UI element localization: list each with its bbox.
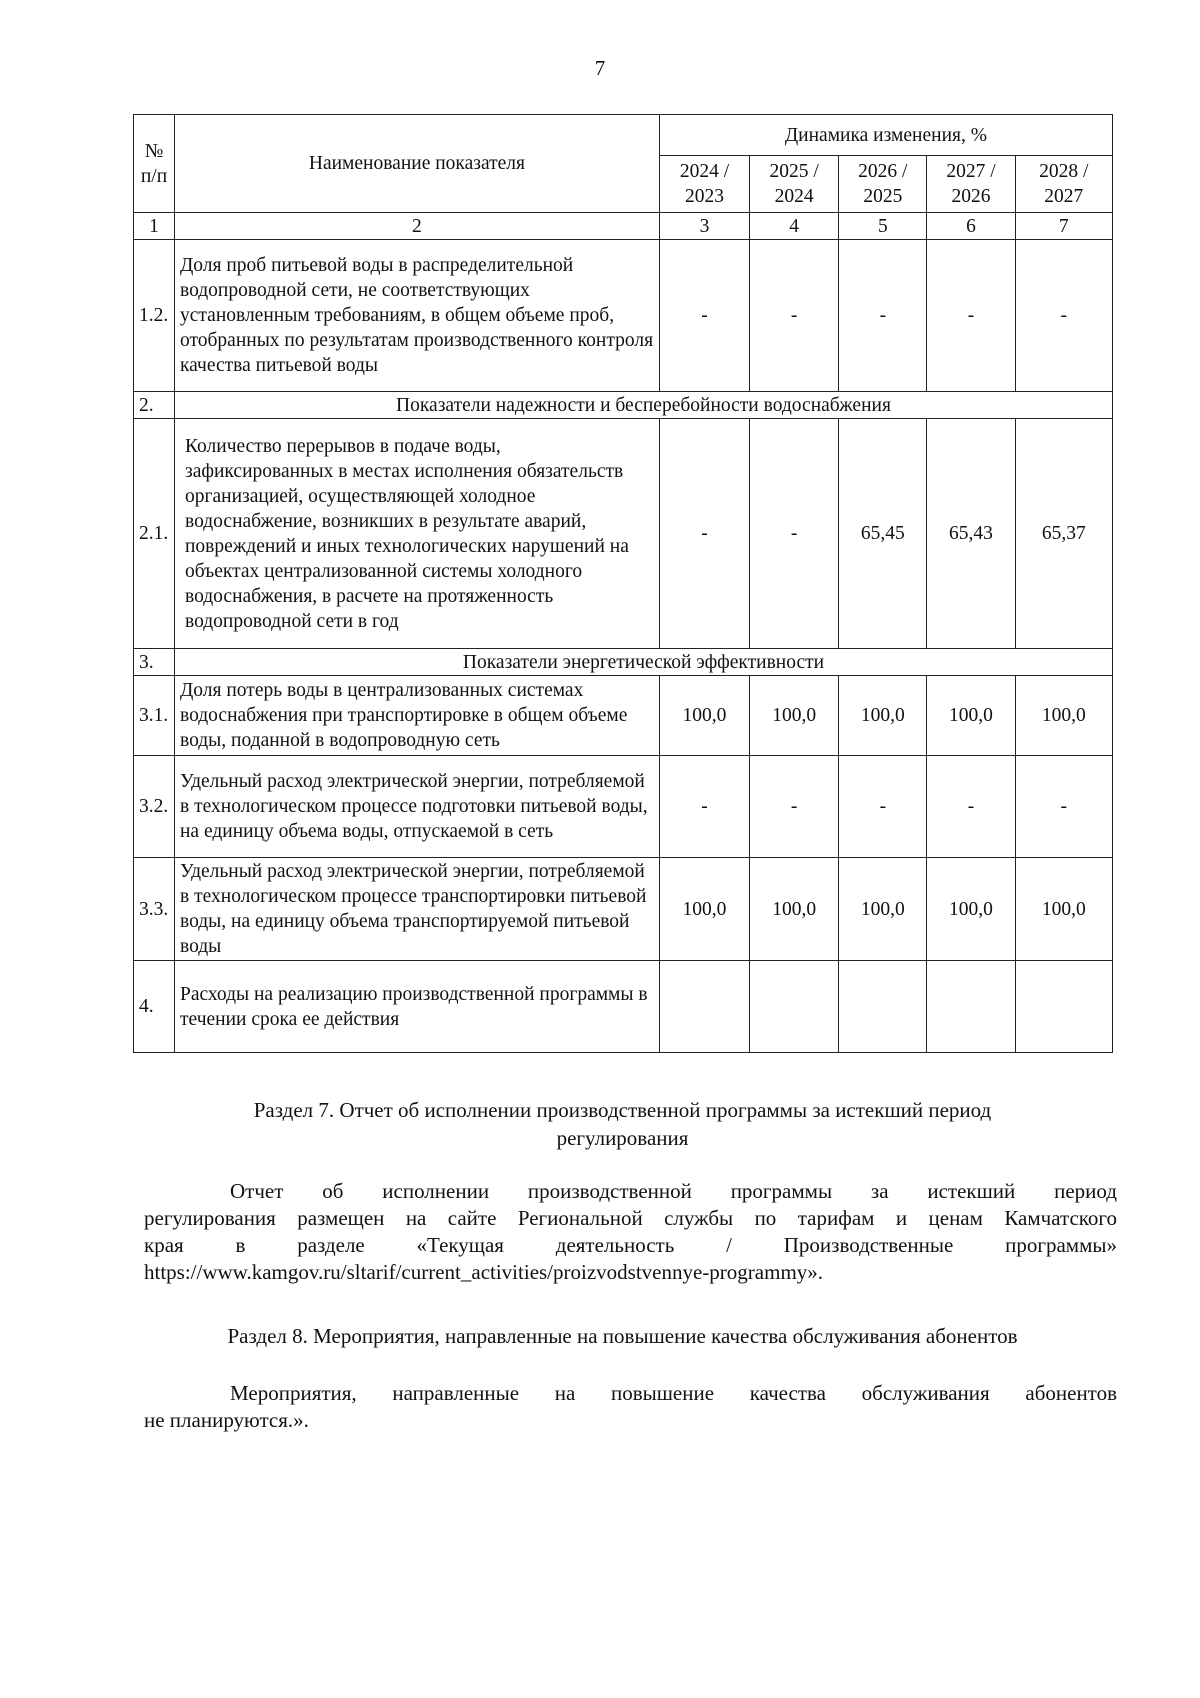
indicator-value: 100,0	[1015, 858, 1112, 961]
indicator-value	[839, 961, 927, 1053]
header-num: № п/п	[134, 115, 175, 213]
indicator-value: 100,0	[927, 858, 1015, 961]
section7-paragraph	[144, 1178, 1117, 1286]
row-number: 1.2.	[134, 240, 175, 392]
indicator-value: 100,0	[750, 858, 839, 961]
header-year: 2028 / 2027	[1015, 156, 1112, 213]
header-year: 2025 / 2024	[750, 156, 839, 213]
indicator-value: -	[927, 240, 1015, 392]
indicator-name: Удельный расход электрической энергии, потребляемой в технологическом процессе подготовки питьевой воды, на единицу объема воды, отпускаемой в сеть	[175, 756, 660, 858]
section8-heading: Раздел 8. Мероприятия, направленные на повышение качества обслуживания абонентов	[227, 1324, 1018, 1348]
section7-heading	[140, 1096, 1105, 1152]
paragraph-line: регулирования размещен на сайте Региональной службы по тарифам и ценам Камчатского	[144, 1206, 1117, 1230]
table-row	[134, 240, 1113, 392]
indicator-value: 100,0	[659, 676, 749, 756]
column-number: 3	[659, 213, 749, 240]
indicator-value: -	[839, 756, 927, 858]
table-row	[134, 858, 1113, 961]
indicator-value: -	[927, 756, 1015, 858]
indicator-value: 100,0	[839, 858, 927, 961]
indicator-value: 100,0	[839, 676, 927, 756]
section-title: Показатели надежности и бесперебойности водоснабжения	[175, 392, 1113, 419]
indicator-name: Доля проб питьевой воды в распределительной водопроводной сети, не соответствующих установленным требованиям, в общем объеме проб, отобранных по результатам производственного контроля качества питьевой воды	[175, 240, 660, 392]
indicator-value: -	[659, 419, 749, 649]
section8-paragraph	[144, 1380, 1117, 1434]
indicator-value	[927, 961, 1015, 1053]
indicator-value: 100,0	[659, 858, 749, 961]
indicator-value: -	[659, 756, 749, 858]
row-number: 3.1.	[134, 676, 175, 756]
row-number: 3.	[134, 649, 175, 676]
indicator-value: 100,0	[750, 676, 839, 756]
row-number: 4.	[134, 961, 175, 1053]
indicator-value: -	[750, 240, 839, 392]
row-number: 3.3.	[134, 858, 175, 961]
indicator-value: 100,0	[927, 676, 1015, 756]
section-title: Показатели энергетической эффективности	[175, 649, 1113, 676]
indicator-value: -	[750, 756, 839, 858]
column-number: 1	[134, 213, 175, 240]
header-year: 2024 / 2023	[659, 156, 749, 213]
indicator-value: 65,45	[839, 419, 927, 649]
table-row	[134, 756, 1113, 858]
indicator-name: Расходы на реализацию производственной программы в течении срока ее действия	[175, 961, 660, 1053]
indicator-name: Количество перерывов в подаче воды, зафиксированных в местах исполнения обязательств организацией, осуществляющей холодное водоснабжение, возникших в результате аварий, повреждений и иных технологических нарушений на объектах централизованной системы холодного водоснабжения, в расчете на протяженность водопроводной сети в год	[175, 419, 660, 649]
header-name: Наименование показателя	[175, 115, 660, 213]
paragraph-line: https://www.kamgov.ru/sltarif/current_activities/proizvodstvennye-programmy».	[144, 1260, 824, 1284]
table-row	[134, 961, 1113, 1053]
paragraph-line: края в разделе «Текущая деятельность / Производственные программы»	[144, 1233, 1117, 1257]
indicator-name: Удельный расход электрической энергии, потребляемой в технологическом процессе транспортировки питьевой воды, на единицу объема транспортируемой питьевой воды	[175, 858, 660, 961]
indicator-value: -	[1015, 756, 1112, 858]
indicator-value: -	[659, 240, 749, 392]
indicator-value: 100,0	[1015, 676, 1112, 756]
section-row	[134, 392, 1113, 419]
section-row	[134, 649, 1113, 676]
table-row	[134, 419, 1113, 649]
header-year: 2027 / 2026	[927, 156, 1015, 213]
paragraph-line: не планируются.».	[144, 1408, 309, 1432]
row-number: 2.1.	[134, 419, 175, 649]
header-year: 2026 / 2025	[839, 156, 927, 213]
header-dynamics: Динамика изменения, %	[659, 115, 1112, 156]
row-number: 2.	[134, 392, 175, 419]
indicator-value: -	[750, 419, 839, 649]
indicator-value: -	[1015, 240, 1112, 392]
section7-heading-line: Раздел 7. Отчет об исполнении производственной программы за истекший период	[253, 1098, 992, 1122]
column-number: 5	[839, 213, 927, 240]
table-row	[134, 676, 1113, 756]
indicator-value: 65,43	[927, 419, 1015, 649]
page-number: 7	[594, 56, 606, 80]
indicator-value: 65,37	[1015, 419, 1112, 649]
indicator-value	[659, 961, 749, 1053]
indicators-table	[133, 114, 1113, 1053]
paragraph-line: Отчет об исполнении производственной программы за истекший период	[230, 1179, 1117, 1203]
section7-heading-line: регулирования	[556, 1126, 689, 1150]
column-number: 6	[927, 213, 1015, 240]
paragraph-line: Мероприятия, направленные на повышение качества обслуживания абонентов	[230, 1381, 1117, 1405]
row-number: 3.2.	[134, 756, 175, 858]
indicator-value: -	[839, 240, 927, 392]
column-number-row	[134, 213, 1113, 240]
indicator-value	[1015, 961, 1112, 1053]
indicator-value	[750, 961, 839, 1053]
column-number: 4	[750, 213, 839, 240]
column-number: 2	[175, 213, 660, 240]
column-number: 7	[1015, 213, 1112, 240]
indicator-name: Доля потерь воды в централизованных системах водоснабжения при транспортировке в общем объеме воды, поданной в водопроводную сеть	[175, 676, 660, 756]
